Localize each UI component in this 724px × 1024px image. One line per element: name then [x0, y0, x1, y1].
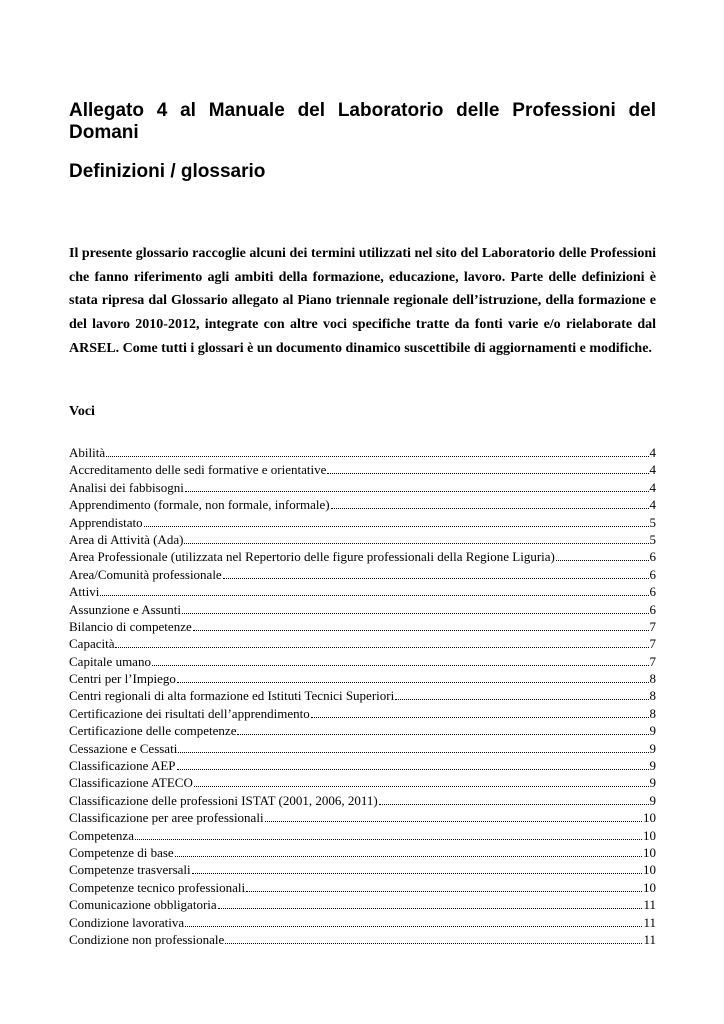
- intro-paragraph: Il presente glossario raccoglie alcuni dei termini utilizzati nel sito del Laboratorio delle Professioni che fanno riferimento agli ambiti della formazione, educazione, lavoro. Parte delle definizioni è stata ripresa dal Glossario allegato al Piano triennale regionale dell’istruzione, della formazione e del lavoro 2010-2012, integrate con altre voci specifiche tratte da fonti varie e/o rielaborate dal ARSEL. Come tutti i glossari è un documento dinamico suscettibile di aggiornamenti e modifiche.: [69, 246, 656, 356]
- voci-heading: Voci: [69, 404, 95, 419]
- toc-dot-leader: [223, 577, 649, 579]
- toc-entry-page-number: 6: [649, 566, 656, 582]
- toc-dot-leader: [178, 751, 648, 753]
- toc-entry-label: Classificazione per aree professionali: [69, 810, 264, 826]
- toc-entry-page-number: 9: [649, 723, 656, 739]
- toc-entry-label: Apprendistato: [69, 514, 143, 530]
- toc-entry-label: Classificazione AEP: [69, 758, 176, 774]
- toc-dot-leader: [100, 594, 648, 596]
- toc-entry[interactable]: [69, 774, 656, 791]
- toc-dot-leader: [218, 907, 643, 909]
- toc-entry-label: Classificazione ATECO: [69, 775, 193, 791]
- toc-entry-label: Comunicazione obbligatoria: [69, 897, 217, 913]
- table-of-contents: [69, 444, 656, 948]
- toc-entry[interactable]: [69, 496, 656, 513]
- toc-entry-label: Assunzione e Assunti: [69, 601, 181, 617]
- toc-entry-page-number: 6: [649, 584, 656, 600]
- toc-dot-leader: [194, 785, 649, 787]
- toc-dot-leader: [225, 942, 642, 944]
- toc-entry-label: Centri regionali di alta formazione ed Istituti Tecnici Superiori: [69, 688, 395, 704]
- toc-entry-page-number: 9: [649, 792, 656, 808]
- toc-entry[interactable]: [69, 879, 656, 896]
- toc-entry[interactable]: [69, 548, 656, 565]
- document-subtitle: Definizioni / glossario: [69, 161, 266, 182]
- toc-entry-label: Area/Comunità professionale: [69, 566, 222, 582]
- toc-dot-leader: [246, 890, 642, 892]
- toc-entry-page-number: 11: [643, 914, 656, 930]
- toc-entry-page-number: 5: [649, 514, 656, 530]
- toc-entry-label: Classificazione delle professioni ISTAT (2001, 2006, 2011): [69, 792, 378, 808]
- toc-entry[interactable]: [69, 444, 656, 461]
- toc-entry[interactable]: [69, 827, 656, 844]
- toc-entry[interactable]: [69, 635, 656, 652]
- toc-entry[interactable]: [69, 461, 656, 478]
- toc-dot-leader: [265, 820, 642, 822]
- toc-entry-label: Cessazione e Cessati: [69, 740, 178, 756]
- toc-entry-page-number: 10: [643, 862, 656, 878]
- toc-entry-label: Apprendimento (formale, non formale, informale): [69, 497, 330, 513]
- toc-dot-leader: [135, 838, 642, 840]
- toc-entry[interactable]: [69, 566, 656, 583]
- toc-entry-label: Bilancio di competenze: [69, 618, 192, 634]
- toc-entry[interactable]: [69, 705, 656, 722]
- toc-dot-leader: [175, 855, 642, 857]
- toc-entry[interactable]: [69, 914, 656, 931]
- toc-entry-label: Area Professionale (utilizzata nel Repertorio delle figure professionali della Regione Liguria): [69, 549, 555, 565]
- toc-entry-label: Attivi: [69, 584, 100, 600]
- toc-entry-page-number: 6: [649, 601, 656, 617]
- toc-entry-label: Competenze trasversali: [69, 862, 191, 878]
- toc-entry-label: Certificazione delle competenze: [69, 723, 237, 739]
- toc-entry-page-number: 11: [643, 931, 656, 947]
- toc-entry-page-number: 4: [649, 462, 656, 478]
- toc-entry-page-number: 6: [649, 549, 656, 565]
- toc-entry-page-number: 11: [643, 897, 656, 913]
- toc-entry[interactable]: [69, 740, 656, 757]
- toc-entry[interactable]: [69, 670, 656, 687]
- toc-entry-page-number: 9: [649, 775, 656, 791]
- toc-dot-leader: [556, 559, 649, 561]
- toc-entry[interactable]: [69, 896, 656, 913]
- toc-entry-page-number: 7: [649, 653, 656, 669]
- toc-entry-page-number: 5: [649, 531, 656, 547]
- toc-entry-label: Certificazione dei risultati dell’apprendimento: [69, 705, 310, 721]
- toc-dot-leader: [177, 681, 649, 683]
- toc-entry-page-number: 9: [649, 758, 656, 774]
- toc-entry[interactable]: [69, 479, 656, 496]
- toc-dot-leader: [193, 629, 649, 631]
- toc-dot-leader: [311, 716, 649, 718]
- toc-entry-label: Capacità: [69, 636, 115, 652]
- toc-entry-label: Analisi dei fabbisogni: [69, 479, 184, 495]
- toc-entry[interactable]: [69, 653, 656, 670]
- toc-dot-leader: [152, 664, 649, 666]
- toc-entry-page-number: 10: [643, 879, 656, 895]
- document-title: Allegato 4 al Manuale del Laboratorio delle Professioni del Domani: [69, 100, 656, 143]
- toc-entry-page-number: 4: [649, 445, 656, 460]
- toc-entry-page-number: 10: [643, 844, 656, 860]
- toc-dot-leader: [182, 612, 649, 614]
- toc-entry-label: Competenze tecnico professionali: [69, 879, 246, 895]
- toc-entry[interactable]: [69, 931, 656, 948]
- toc-entry-page-number: 8: [649, 688, 656, 704]
- toc-entry[interactable]: [69, 618, 656, 635]
- toc-entry-page-number: 7: [649, 636, 656, 652]
- toc-entry-page-number: 4: [649, 497, 656, 513]
- toc-entry[interactable]: [69, 809, 656, 826]
- toc-entry[interactable]: [69, 514, 656, 531]
- toc-dot-leader: [115, 646, 648, 648]
- toc-entry[interactable]: [69, 531, 656, 548]
- toc-entry[interactable]: [69, 792, 656, 809]
- toc-entry[interactable]: [69, 844, 656, 861]
- toc-entry[interactable]: [69, 687, 656, 704]
- toc-entry-label: Condizione non professionale: [69, 931, 225, 947]
- toc-entry-label: Competenze di base: [69, 844, 174, 860]
- toc-dot-leader: [185, 925, 642, 927]
- toc-dot-leader: [237, 733, 648, 735]
- toc-entry-page-number: 8: [649, 671, 656, 687]
- toc-entry-page-number: 7: [649, 618, 656, 634]
- toc-entry-label: Capitale umano: [69, 653, 151, 669]
- toc-dot-leader: [144, 525, 649, 527]
- toc-entry-label: Accreditamento delle sedi formative e orientative: [69, 462, 327, 478]
- toc-entry-page-number: 10: [643, 827, 656, 843]
- toc-entry-page-number: 10: [643, 810, 656, 826]
- toc-entry-label: Area di Attività (Ada): [69, 531, 184, 547]
- toc-dot-leader: [379, 803, 649, 805]
- toc-dot-leader: [192, 872, 642, 874]
- toc-entry-page-number: 4: [649, 479, 656, 495]
- toc-entry-label: Centri per l’Impiego: [69, 671, 176, 687]
- toc-entry[interactable]: [69, 757, 656, 774]
- toc-dot-leader: [184, 542, 648, 544]
- toc-dot-leader: [395, 698, 648, 700]
- toc-dot-leader: [327, 472, 648, 474]
- toc-dot-leader: [177, 768, 649, 770]
- toc-entry-page-number: 9: [649, 740, 656, 756]
- toc-entry[interactable]: [69, 583, 656, 600]
- toc-dot-leader: [331, 507, 649, 509]
- toc-entry[interactable]: [69, 722, 656, 739]
- toc-entry[interactable]: [69, 861, 656, 878]
- toc-entry-label: Competenza: [69, 827, 134, 843]
- toc-dot-leader: [185, 490, 649, 492]
- toc-entry-page-number: 8: [649, 705, 656, 721]
- toc-entry[interactable]: [69, 601, 656, 618]
- toc-dot-leader: [106, 455, 648, 457]
- toc-entry-label: Abilità: [69, 445, 106, 460]
- toc-entry-label: Condizione lavorativa: [69, 914, 185, 930]
